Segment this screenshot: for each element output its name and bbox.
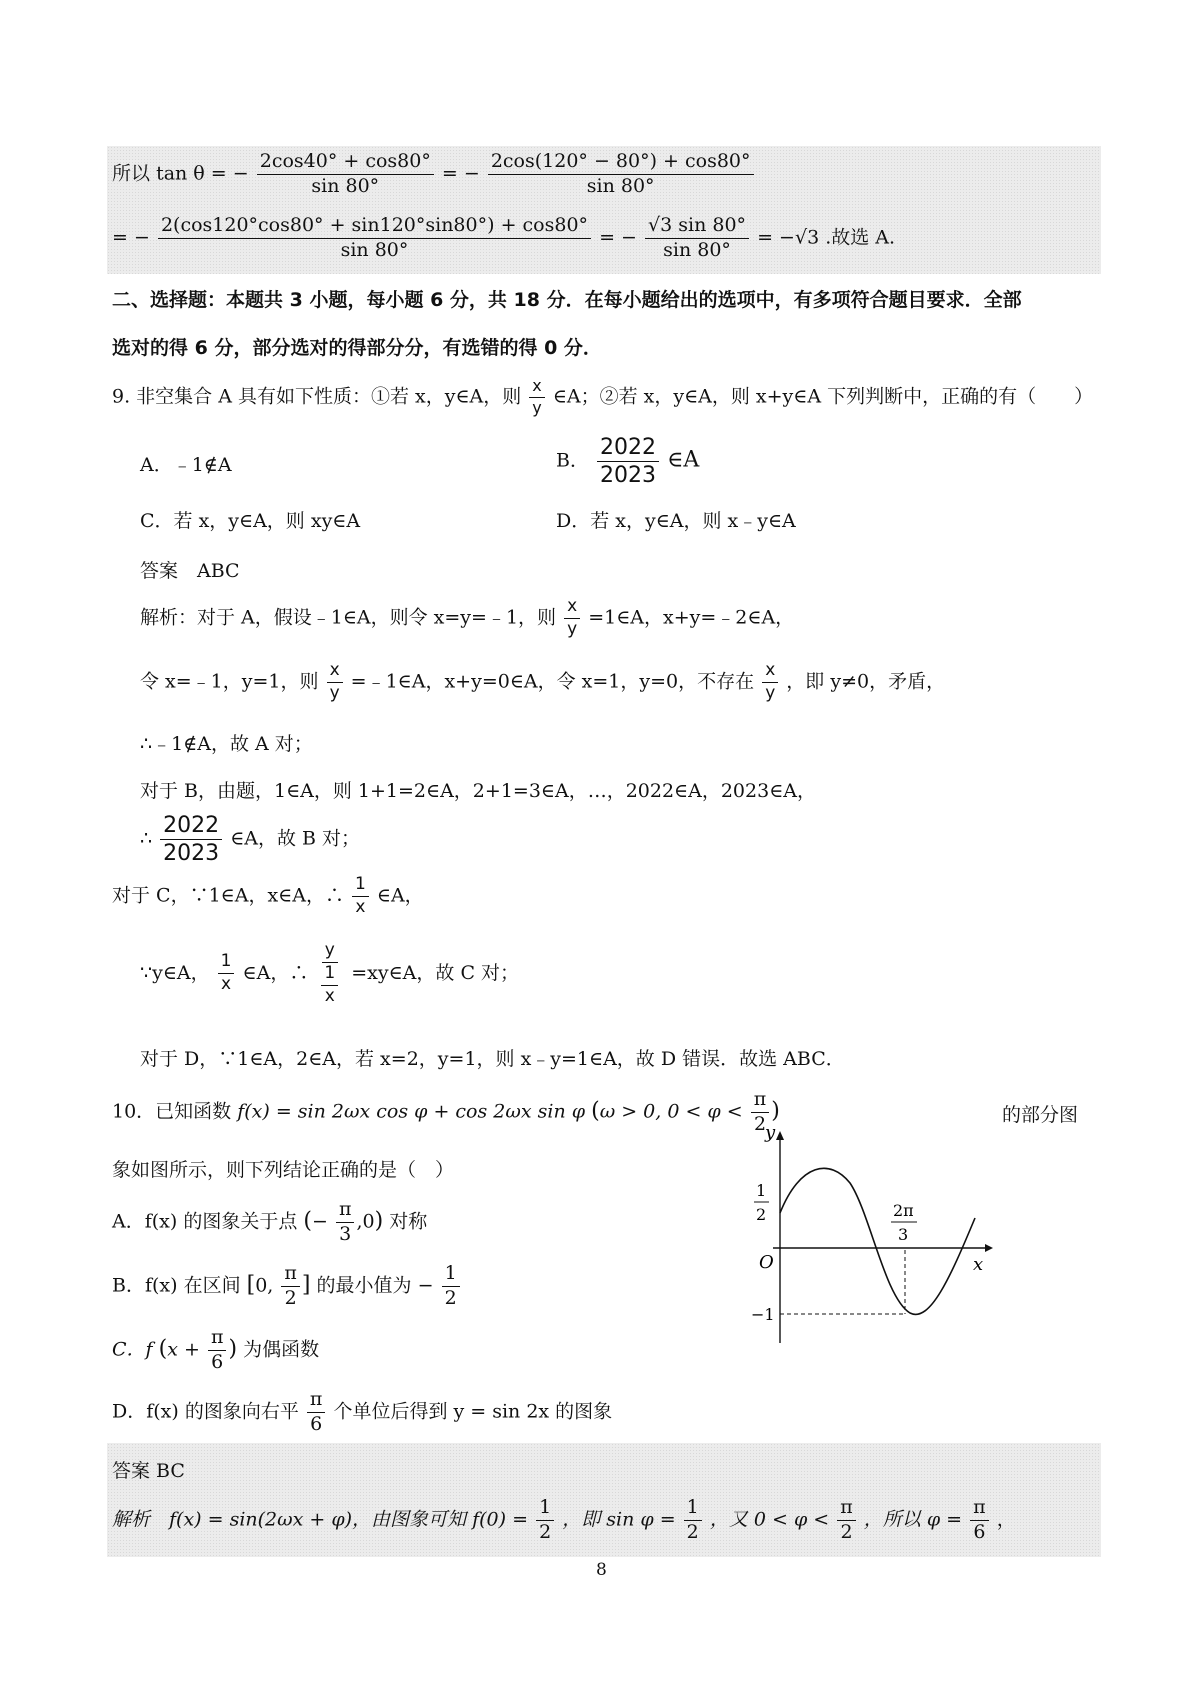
q9-solution-line3: ∴﹣1∉A，故 A 对；	[140, 733, 313, 755]
prev-solution-line2: = − $\frac{2(\cos 120^\circ\cos 80^\circ + \sin 120^\circ\sin 80^\circ) + \cos 80^\circ}{\sin 80^\circ}$ = − $\frac{√3 \sin 80^\circ}{\sin 80^\circ}$ = −√3 .故选 A.	[112, 214, 896, 261]
q9-stem: 9. 非空集合 A 具有如下性质：①若 x，y∈A，则 $\frac{x}{y}$ ∈A；②若 x，y∈A，则 x+y∈A 下列判断中，正确的有（ ）	[112, 376, 1094, 417]
q9-solution-line1: 解析：对于 A，假设﹣1∈A，则令 x=y=﹣1，则 $\frac{x}{y}$ =1∈A，x+y=﹣2∈A，	[140, 596, 795, 639]
q9-option-c: C．若 x，y∈A，则 xy∈A	[140, 510, 361, 532]
graph-x-tick-num: 2π	[893, 1201, 914, 1220]
q9-solution-line2: 令 x=﹣1，y=1，则 $\frac{x}{y}$ =﹣1∈A，x+y=0∈A，令 x=1，y=0，不存在 $\frac{x}{y}$ ，即 y≠0，矛盾，	[140, 660, 946, 703]
graph-origin: O	[759, 1252, 774, 1273]
q9-solution-line6: 对于 C，∵1∈A，x∈A，∴ $\frac{1}{x}$ ∈A，	[112, 874, 424, 917]
graph-tick-half-den: 2	[756, 1205, 767, 1224]
graph-y-label: y	[765, 1122, 776, 1143]
graph-x-label: x	[973, 1254, 984, 1275]
q9-option-a: A．﹣1∉A	[140, 454, 232, 476]
q10-option-a: A．f(x) 的图象关于点 (− $\frac{\pi}{3}$ ,0) 对称	[112, 1198, 428, 1245]
q9-solution-line5: ∴ $\frac{2022}{2023}$ ∈A，故 B 对；	[140, 813, 361, 867]
q10-answer: 答案 BC	[112, 1460, 185, 1482]
q10-option-d: D．f(x) 的图象向右平 $\frac{\pi}{6}$ 个单位后得到 y = sin 2x 的图象	[112, 1388, 613, 1435]
graph-x-tick-den: 3	[898, 1225, 909, 1244]
graph-tick-neg1: −1	[751, 1305, 775, 1324]
q10-function-graph	[745, 1118, 1005, 1348]
q9-option-d: D．若 x，y∈A，则 x﹣y∈A	[556, 510, 796, 532]
q9-answer: 答案 ABC	[140, 560, 240, 582]
q10-stem-line1: 10．已知函数 f(x) = sin 2ωx cos φ + cos 2ωx sin φ (ω > 0, 0 < φ < $\frac{\pi}{2}$ )	[112, 1088, 780, 1135]
section2-line1: 二、选择题：本题共 3 小题，每小题 6 分，共 18 分．在每小题给出的选项中，有多项符合题目要求．全部	[112, 289, 1022, 311]
q10-solution: 解析 f(x) = sin(2ωx + φ)，由图象可知 f(0) = $\frac{1}{2}$ ，即 sin φ = $\frac{1}{2}$ ，又 0 < φ < $\frac{\pi}{2}$ ，所以 φ = $\frac{\pi}{6}$ ，	[112, 1496, 1016, 1543]
graph-tick-half-num: 1	[756, 1181, 767, 1200]
prev-solution-line1: 所以 tan θ = − $\frac{2\cos 40^\circ + \cos 80^\circ}{\sin 80^\circ}$ = − $\frac{2\cos(120^\circ - 80^\circ) + \cos 80^\circ}{\sin 80^\circ}$	[112, 152, 756, 197]
q10-option-b: B．f(x) 在区间 [0, $\frac{\pi}{2}$ ] 的最小值为 − $\frac{1}{2}$	[112, 1264, 462, 1309]
q9-option-b: B． $\frac{2022}{2023}$ ∈A	[556, 435, 700, 489]
page-number: 8	[596, 1560, 607, 1580]
section2-line2: 选对的得 6 分，部分选对的得部分分，有选错的得 0 分．	[112, 337, 602, 359]
q9-solution-line7: ∵y∈A， $\frac{1}{x}$ ∈A，∴ $\frac{y}{\frac{1}{x}}$ =xy∈A，故 C 对；	[140, 940, 520, 1006]
q10-option-c: C．f (x + $\frac{\pi}{6}$ ) 为偶函数	[112, 1326, 320, 1373]
q10-stem-tail: 的部分图	[1002, 1104, 1079, 1126]
q10-stem-line2: 象如图所示，则下列结论正确的是（ ）	[112, 1159, 455, 1181]
q9-solution-line8: 对于 D，∵1∈A，2∈A，若 x=2，y=1，则 x﹣y=1∈A，故 D 错误．故选 ABC．	[140, 1048, 845, 1070]
q9-solution-line4: 对于 B，由题，1∈A，则 1+1=2∈A，2+1=3∈A，…，2022∈A，2023∈A，	[140, 780, 816, 802]
